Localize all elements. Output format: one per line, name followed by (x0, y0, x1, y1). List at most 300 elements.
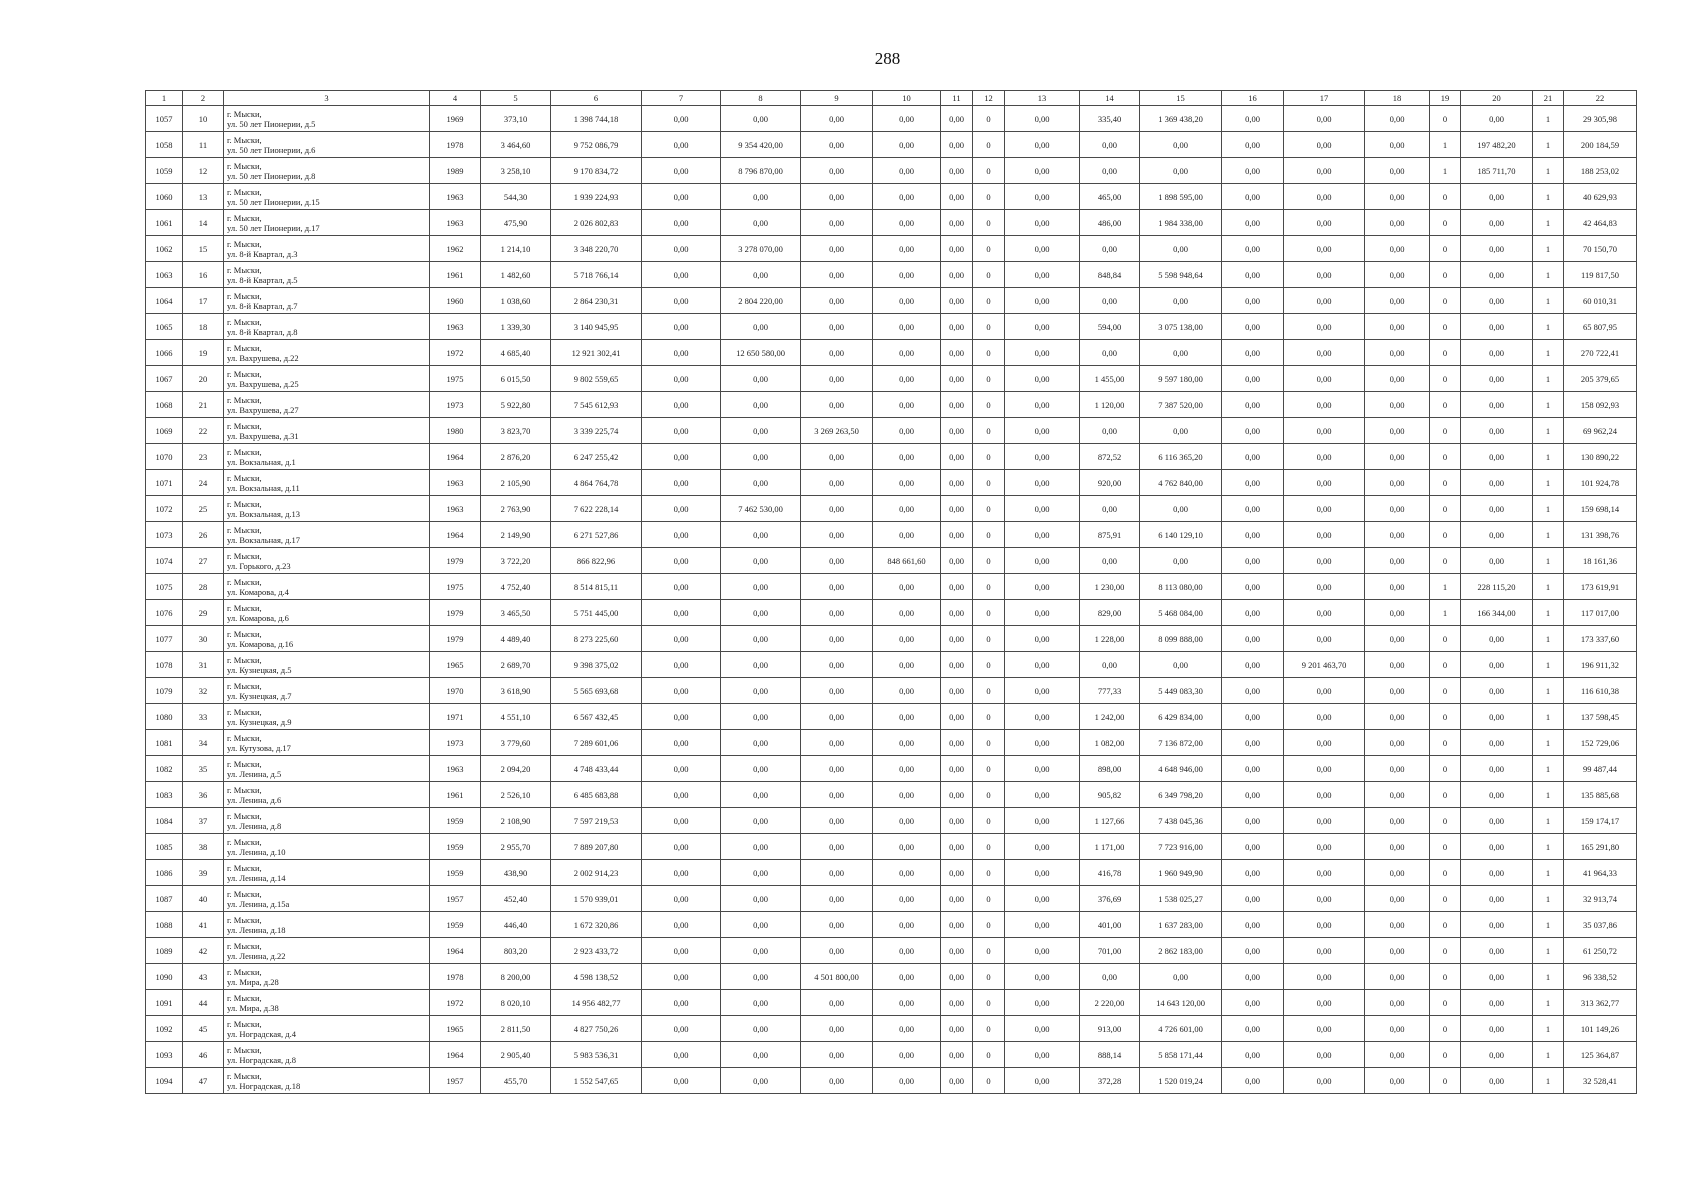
cell-col-22: 65 807,95 (1564, 314, 1637, 340)
cell-col-19: 0 (1430, 314, 1461, 340)
cell-col-20: 0,00 (1461, 1042, 1533, 1068)
cell-col-6: 12 921 302,41 (551, 340, 642, 366)
cell-col-11: 0,00 (941, 938, 973, 964)
column-number: 11 (941, 91, 973, 106)
address-cell (224, 600, 430, 626)
cell-col-20: 0,00 (1461, 392, 1533, 418)
cell-col-2: 12 (183, 158, 224, 184)
cell-col-14: 777,33 (1080, 678, 1140, 704)
cell-col-2: 43 (183, 964, 224, 990)
cell-col-6: 1 939 224,93 (551, 184, 642, 210)
cell-col-8: 0,00 (721, 392, 801, 418)
cell-col-21: 1 (1533, 444, 1564, 470)
cell-col-12: 0 (973, 886, 1005, 912)
address-street: ул. Кузнецкая, д.5 (227, 664, 292, 675)
cell-col-12: 0 (973, 964, 1005, 990)
cell-col-4: 1963 (430, 210, 481, 236)
cell-col-18: 0,00 (1365, 938, 1430, 964)
cell-col-1: 1074 (146, 548, 183, 574)
cell-col-4: 1972 (430, 990, 481, 1016)
cell-col-20: 228 115,20 (1461, 574, 1533, 600)
cell-col-16: 0,00 (1222, 756, 1284, 782)
cell-col-4: 1959 (430, 834, 481, 860)
cell-col-2: 16 (183, 262, 224, 288)
cell-col-5: 2 149,90 (481, 522, 551, 548)
cell-col-4: 1961 (430, 782, 481, 808)
address-cell (224, 366, 430, 392)
cell-col-16: 0,00 (1222, 158, 1284, 184)
address-street: ул. Комарова, д.4 (227, 586, 289, 597)
cell-col-1: 1091 (146, 990, 183, 1016)
cell-col-21: 1 (1533, 236, 1564, 262)
cell-col-4: 1980 (430, 418, 481, 444)
cell-col-1: 1080 (146, 704, 183, 730)
cell-col-18: 0,00 (1365, 522, 1430, 548)
table-row (146, 652, 1637, 678)
cell-col-15: 4 648 946,00 (1140, 756, 1222, 782)
column-number: 20 (1461, 91, 1533, 106)
address-city: г. Мыски, (227, 992, 262, 1003)
cell-col-12: 0 (973, 444, 1005, 470)
cell-col-18: 0,00 (1365, 1042, 1430, 1068)
cell-col-13: 0,00 (1005, 184, 1080, 210)
cell-col-2: 44 (183, 990, 224, 1016)
cell-col-20: 0,00 (1461, 704, 1533, 730)
cell-col-2: 17 (183, 288, 224, 314)
cell-col-21: 1 (1533, 470, 1564, 496)
cell-col-6: 7 889 207,80 (551, 834, 642, 860)
address-city: г. Мыски, (227, 186, 262, 197)
cell-col-15: 7 438 045,36 (1140, 808, 1222, 834)
cell-col-11: 0,00 (941, 574, 973, 600)
cell-col-1: 1059 (146, 158, 183, 184)
cell-col-2: 25 (183, 496, 224, 522)
cell-col-18: 0,00 (1365, 912, 1430, 938)
cell-col-16: 0,00 (1222, 600, 1284, 626)
address-city: г. Мыски, (227, 264, 262, 275)
cell-col-16: 0,00 (1222, 834, 1284, 860)
cell-col-8: 0,00 (721, 548, 801, 574)
cell-col-4: 1959 (430, 912, 481, 938)
cell-col-22: 196 911,32 (1564, 652, 1637, 678)
cell-col-1: 1068 (146, 392, 183, 418)
cell-col-18: 0,00 (1365, 314, 1430, 340)
cell-col-14: 0,00 (1080, 236, 1140, 262)
cell-col-9: 0,00 (801, 1042, 873, 1068)
cell-col-8: 0,00 (721, 262, 801, 288)
cell-col-5: 6 015,50 (481, 366, 551, 392)
cell-col-11: 0,00 (941, 288, 973, 314)
cell-col-1: 1063 (146, 262, 183, 288)
cell-col-9: 0,00 (801, 288, 873, 314)
cell-col-18: 0,00 (1365, 704, 1430, 730)
cell-col-8: 0,00 (721, 652, 801, 678)
address-street: ул. Ленина, д.6 (227, 794, 282, 805)
cell-col-15: 3 075 138,00 (1140, 314, 1222, 340)
address-street: ул. 8-й Квартал, д.5 (227, 274, 298, 285)
cell-col-22: 159 698,14 (1564, 496, 1637, 522)
table-row (146, 262, 1637, 288)
address-cell (224, 704, 430, 730)
cell-col-2: 19 (183, 340, 224, 366)
cell-col-7: 0,00 (642, 444, 721, 470)
address-street: ул. Мира, д.28 (227, 976, 279, 987)
cell-col-2: 36 (183, 782, 224, 808)
cell-col-10: 0,00 (873, 184, 941, 210)
cell-col-10: 0,00 (873, 756, 941, 782)
address-cell (224, 548, 430, 574)
cell-col-16: 0,00 (1222, 860, 1284, 886)
column-number: 9 (801, 91, 873, 106)
address-street: ул. Вокзальная, д.11 (227, 482, 300, 493)
address-street: ул. Ноградская, д.18 (227, 1080, 301, 1091)
cell-col-12: 0 (973, 860, 1005, 886)
cell-col-21: 1 (1533, 990, 1564, 1016)
cell-col-4: 1978 (430, 964, 481, 990)
cell-col-14: 888,14 (1080, 1042, 1140, 1068)
cell-col-8: 0,00 (721, 366, 801, 392)
cell-col-10: 0,00 (873, 262, 941, 288)
cell-col-22: 41 964,33 (1564, 860, 1637, 886)
address-city: г. Мыски, (227, 368, 262, 379)
cell-col-11: 0,00 (941, 704, 973, 730)
cell-col-8: 0,00 (721, 990, 801, 1016)
cell-col-10: 848 661,60 (873, 548, 941, 574)
cell-col-13: 0,00 (1005, 1016, 1080, 1042)
cell-col-10: 0,00 (873, 834, 941, 860)
cell-col-12: 0 (973, 1042, 1005, 1068)
cell-col-8: 12 650 580,00 (721, 340, 801, 366)
address-cell (224, 288, 430, 314)
cell-col-15: 6 140 129,10 (1140, 522, 1222, 548)
cell-col-6: 4 598 138,52 (551, 964, 642, 990)
cell-col-1: 1084 (146, 808, 183, 834)
cell-col-20: 185 711,70 (1461, 158, 1533, 184)
address-cell (224, 340, 430, 366)
cell-col-6: 4 748 433,44 (551, 756, 642, 782)
cell-col-2: 33 (183, 704, 224, 730)
address-cell (224, 678, 430, 704)
cell-col-2: 30 (183, 626, 224, 652)
cell-col-4: 1959 (430, 860, 481, 886)
cell-col-16: 0,00 (1222, 964, 1284, 990)
address-cell (224, 574, 430, 600)
address-cell (224, 158, 430, 184)
cell-col-7: 0,00 (642, 990, 721, 1016)
cell-col-5: 1 038,60 (481, 288, 551, 314)
cell-col-5: 452,40 (481, 886, 551, 912)
cell-col-13: 0,00 (1005, 756, 1080, 782)
cell-col-6: 4 864 764,78 (551, 470, 642, 496)
cell-col-17: 0,00 (1284, 548, 1365, 574)
cell-col-11: 0,00 (941, 262, 973, 288)
cell-col-16: 0,00 (1222, 314, 1284, 340)
cell-col-17: 9 201 463,70 (1284, 652, 1365, 678)
cell-col-18: 0,00 (1365, 808, 1430, 834)
cell-col-2: 37 (183, 808, 224, 834)
cell-col-13: 0,00 (1005, 106, 1080, 132)
table-row (146, 184, 1637, 210)
cell-col-15: 7 723 916,00 (1140, 834, 1222, 860)
cell-col-10: 0,00 (873, 782, 941, 808)
cell-col-17: 0,00 (1284, 132, 1365, 158)
table-row (146, 132, 1637, 158)
cell-col-7: 0,00 (642, 730, 721, 756)
cell-col-13: 0,00 (1005, 288, 1080, 314)
cell-col-15: 7 136 872,00 (1140, 730, 1222, 756)
cell-col-8: 8 796 870,00 (721, 158, 801, 184)
register-table (145, 90, 1637, 1094)
cell-col-6: 6 247 255,42 (551, 444, 642, 470)
cell-col-10: 0,00 (873, 132, 941, 158)
cell-col-5: 2 689,70 (481, 652, 551, 678)
cell-col-5: 8 020,10 (481, 990, 551, 1016)
cell-col-20: 0,00 (1461, 106, 1533, 132)
address-street: ул. 8-й Квартал, д.7 (227, 300, 298, 311)
cell-col-20: 0,00 (1461, 652, 1533, 678)
address-street: ул. 50 лет Пионерии, д.8 (227, 170, 316, 181)
cell-col-7: 0,00 (642, 1068, 721, 1094)
cell-col-4: 1960 (430, 288, 481, 314)
cell-col-4: 1978 (430, 132, 481, 158)
cell-col-14: 465,00 (1080, 184, 1140, 210)
cell-col-16: 0,00 (1222, 340, 1284, 366)
cell-col-8: 0,00 (721, 678, 801, 704)
table-row (146, 678, 1637, 704)
cell-col-10: 0,00 (873, 444, 941, 470)
cell-col-7: 0,00 (642, 522, 721, 548)
cell-col-9: 0,00 (801, 496, 873, 522)
cell-col-13: 0,00 (1005, 860, 1080, 886)
cell-col-10: 0,00 (873, 158, 941, 184)
cell-col-4: 1979 (430, 626, 481, 652)
address-cell (224, 444, 430, 470)
cell-col-17: 0,00 (1284, 990, 1365, 1016)
cell-col-9: 0,00 (801, 704, 873, 730)
cell-col-2: 41 (183, 912, 224, 938)
cell-col-22: 32 528,41 (1564, 1068, 1637, 1094)
cell-col-9: 0,00 (801, 912, 873, 938)
cell-col-10: 0,00 (873, 886, 941, 912)
cell-col-16: 0,00 (1222, 288, 1284, 314)
cell-col-11: 0,00 (941, 184, 973, 210)
cell-col-13: 0,00 (1005, 366, 1080, 392)
address-city: г. Мыски, (227, 472, 262, 483)
cell-col-10: 0,00 (873, 990, 941, 1016)
address-city: г. Мыски, (227, 966, 262, 977)
cell-col-5: 373,10 (481, 106, 551, 132)
cell-col-19: 0 (1430, 964, 1461, 990)
cell-col-7: 0,00 (642, 782, 721, 808)
cell-col-22: 42 464,83 (1564, 210, 1637, 236)
cell-col-18: 0,00 (1365, 678, 1430, 704)
table-row (146, 314, 1637, 340)
address-street: ул. Ленина, д.22 (227, 950, 286, 961)
cell-col-7: 0,00 (642, 964, 721, 990)
table-row (146, 756, 1637, 782)
address-cell (224, 1016, 430, 1042)
cell-col-7: 0,00 (642, 600, 721, 626)
cell-col-17: 0,00 (1284, 860, 1365, 886)
table-row (146, 340, 1637, 366)
cell-col-6: 7 289 601,06 (551, 730, 642, 756)
cell-col-15: 0,00 (1140, 418, 1222, 444)
cell-col-7: 0,00 (642, 470, 721, 496)
cell-col-10: 0,00 (873, 392, 941, 418)
cell-col-21: 1 (1533, 678, 1564, 704)
cell-col-19: 1 (1430, 158, 1461, 184)
cell-col-18: 0,00 (1365, 548, 1430, 574)
cell-col-1: 1058 (146, 132, 183, 158)
table-row (146, 158, 1637, 184)
cell-col-6: 3 140 945,95 (551, 314, 642, 340)
cell-col-11: 0,00 (941, 756, 973, 782)
table-row (146, 210, 1637, 236)
table-row (146, 470, 1637, 496)
cell-col-12: 0 (973, 496, 1005, 522)
cell-col-18: 0,00 (1365, 626, 1430, 652)
table-row (146, 496, 1637, 522)
cell-col-17: 0,00 (1284, 678, 1365, 704)
cell-col-18: 0,00 (1365, 1068, 1430, 1094)
cell-col-5: 2 955,70 (481, 834, 551, 860)
cell-col-12: 0 (973, 184, 1005, 210)
cell-col-17: 0,00 (1284, 704, 1365, 730)
cell-col-6: 7 545 612,93 (551, 392, 642, 418)
cell-col-15: 1 637 283,00 (1140, 912, 1222, 938)
cell-col-14: 920,00 (1080, 470, 1140, 496)
cell-col-18: 0,00 (1365, 990, 1430, 1016)
column-number: 12 (973, 91, 1005, 106)
cell-col-7: 0,00 (642, 340, 721, 366)
address-city: г. Мыски, (227, 1018, 262, 1029)
cell-col-18: 0,00 (1365, 340, 1430, 366)
cell-col-20: 0,00 (1461, 912, 1533, 938)
cell-col-4: 1970 (430, 678, 481, 704)
address-city: г. Мыски, (227, 914, 262, 925)
cell-col-4: 1979 (430, 548, 481, 574)
column-number: 5 (481, 91, 551, 106)
cell-col-19: 0 (1430, 704, 1461, 730)
address-city: г. Мыски, (227, 732, 262, 743)
cell-col-5: 475,90 (481, 210, 551, 236)
cell-col-22: 152 729,06 (1564, 730, 1637, 756)
table-row (146, 288, 1637, 314)
cell-col-18: 0,00 (1365, 652, 1430, 678)
cell-col-15: 1 369 438,20 (1140, 106, 1222, 132)
cell-col-12: 0 (973, 236, 1005, 262)
cell-col-16: 0,00 (1222, 366, 1284, 392)
cell-col-14: 0,00 (1080, 340, 1140, 366)
cell-col-1: 1077 (146, 626, 183, 652)
cell-col-10: 0,00 (873, 574, 941, 600)
cell-col-13: 0,00 (1005, 782, 1080, 808)
cell-col-10: 0,00 (873, 964, 941, 990)
cell-col-6: 8 273 225,60 (551, 626, 642, 652)
cell-col-19: 0 (1430, 834, 1461, 860)
cell-col-1: 1078 (146, 652, 183, 678)
table-row (146, 574, 1637, 600)
address-cell (224, 314, 430, 340)
address-street: ул. 50 лет Пионерии, д.17 (227, 222, 320, 233)
cell-col-16: 0,00 (1222, 782, 1284, 808)
table-row (146, 860, 1637, 886)
cell-col-4: 1964 (430, 522, 481, 548)
cell-col-7: 0,00 (642, 574, 721, 600)
cell-col-20: 0,00 (1461, 236, 1533, 262)
cell-col-6: 9 170 834,72 (551, 158, 642, 184)
table-row (146, 600, 1637, 626)
cell-col-10: 0,00 (873, 288, 941, 314)
cell-col-21: 1 (1533, 782, 1564, 808)
cell-col-6: 7 597 219,53 (551, 808, 642, 834)
cell-col-12: 0 (973, 106, 1005, 132)
column-number: 21 (1533, 91, 1564, 106)
cell-col-19: 0 (1430, 678, 1461, 704)
address-cell (224, 522, 430, 548)
cell-col-2: 34 (183, 730, 224, 756)
cell-col-13: 0,00 (1005, 990, 1080, 1016)
column-number: 14 (1080, 91, 1140, 106)
cell-col-9: 0,00 (801, 262, 873, 288)
address-street: ул. Комарова, д.6 (227, 612, 289, 623)
cell-col-10: 0,00 (873, 704, 941, 730)
cell-col-1: 1067 (146, 366, 183, 392)
cell-col-19: 0 (1430, 1042, 1461, 1068)
cell-col-11: 0,00 (941, 392, 973, 418)
cell-col-17: 0,00 (1284, 288, 1365, 314)
cell-col-21: 1 (1533, 392, 1564, 418)
cell-col-15: 6 429 834,00 (1140, 704, 1222, 730)
address-street: ул. 8-й Квартал, д.8 (227, 326, 298, 337)
cell-col-9: 0,00 (801, 652, 873, 678)
address-city: г. Мыски, (227, 602, 262, 613)
cell-col-18: 0,00 (1365, 132, 1430, 158)
cell-col-7: 0,00 (642, 756, 721, 782)
cell-col-7: 0,00 (642, 1016, 721, 1042)
cell-col-18: 0,00 (1365, 418, 1430, 444)
cell-col-20: 0,00 (1461, 834, 1533, 860)
cell-col-13: 0,00 (1005, 626, 1080, 652)
cell-col-8: 0,00 (721, 210, 801, 236)
address-street: ул. Ноградская, д.4 (227, 1028, 296, 1039)
cell-col-17: 0,00 (1284, 782, 1365, 808)
cell-col-9: 0,00 (801, 522, 873, 548)
cell-col-19: 0 (1430, 912, 1461, 938)
column-number: 16 (1222, 91, 1284, 106)
cell-col-2: 40 (183, 886, 224, 912)
cell-col-12: 0 (973, 470, 1005, 496)
cell-col-20: 0,00 (1461, 990, 1533, 1016)
address-street: ул. Вахрушева, д.27 (227, 404, 299, 415)
cell-col-1: 1083 (146, 782, 183, 808)
cell-col-17: 0,00 (1284, 340, 1365, 366)
cell-col-16: 0,00 (1222, 392, 1284, 418)
cell-col-6: 3 339 225,74 (551, 418, 642, 444)
cell-col-4: 1964 (430, 938, 481, 964)
cell-col-18: 0,00 (1365, 756, 1430, 782)
cell-col-5: 2 811,50 (481, 1016, 551, 1042)
cell-col-11: 0,00 (941, 210, 973, 236)
cell-col-1: 1070 (146, 444, 183, 470)
cell-col-19: 0 (1430, 392, 1461, 418)
cell-col-10: 0,00 (873, 470, 941, 496)
cell-col-19: 0 (1430, 548, 1461, 574)
cell-col-8: 0,00 (721, 184, 801, 210)
cell-col-20: 0,00 (1461, 860, 1533, 886)
column-number: 15 (1140, 91, 1222, 106)
cell-col-16: 0,00 (1222, 808, 1284, 834)
